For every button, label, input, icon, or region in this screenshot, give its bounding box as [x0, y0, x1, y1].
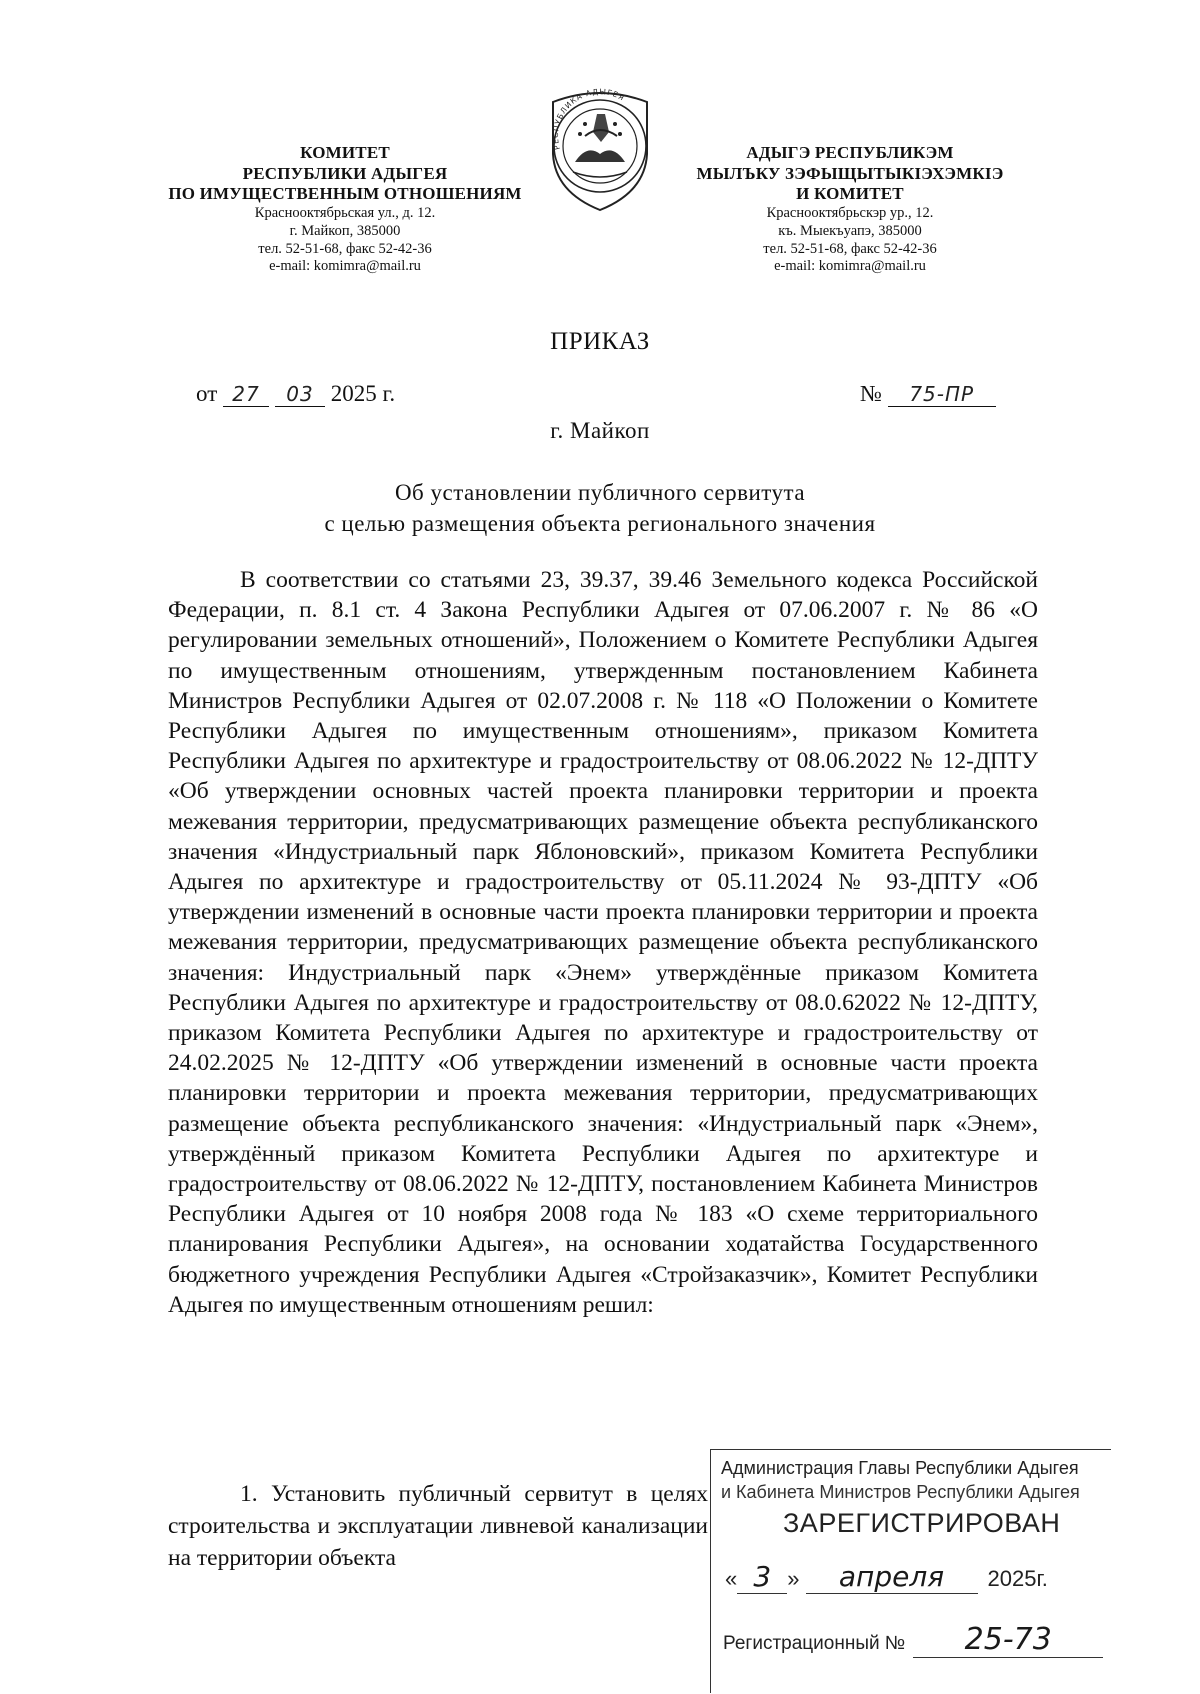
stamp-org-line1: Администрация Главы Республики Адыгея [721, 1458, 1079, 1478]
header-right-email: e-mail: komimra@mail.ru [774, 258, 926, 275]
stamp-year: 2025г. [987, 1566, 1048, 1591]
header-left-line3: ПО ИМУЩЕСТВЕННЫМ ОТНОШЕНИЯМ [168, 184, 522, 204]
number-prefix: № [860, 381, 882, 406]
header-right-phone: тел. 52-51-68, факс 52-42-36 [763, 240, 937, 257]
stamp-regno-label: Регистрационный № [723, 1633, 906, 1654]
date-prefix: от [196, 381, 218, 406]
header-left-line1: КОМИТЕТ [300, 143, 390, 162]
header-left-email: e-mail: komimra@mail.ru [269, 258, 421, 275]
emblem-icon [545, 84, 655, 212]
document-type: ПРИКАЗ [550, 328, 650, 355]
stamp-registered: ЗАРЕГИСТРИРОВАН [783, 1508, 1061, 1538]
stamp-quote-open: « [725, 1566, 738, 1591]
header-right-line3: И КОМИТЕТ [796, 184, 904, 204]
stamp-regno-handwritten: 25-73 [913, 1622, 1103, 1658]
svg-text:РЕСПУБЛИКА АДЫГЕЯ [551, 87, 627, 151]
header-left-line2: РЕСПУБЛИКИ АДЫГЕЯ [242, 163, 448, 183]
header-right-line2: МЫЛЪКУ ЗЭФЫЩЫТЫКIЭХЭМКIЭ [696, 163, 1004, 183]
header-left-address1: Краснооктябрьская ул., д. 12. [254, 205, 436, 222]
header-right-block [660, 143, 1040, 276]
header-right-address2: къ. Мыекъуапэ, 385000 [778, 222, 922, 239]
stamp-date [725, 1560, 1048, 1594]
header-left-block [150, 143, 540, 276]
body-paragraph: В соответствии со статьями 23, 39.37, 39.46 Земельного кодекса Российской Федерации, п. 8.1 ст. 4 Закона Республики Адыгея от 07.06.2007 г. № 86 «О регулировании земельных отношений», Положением о Комитете Республики Адыгея по имущественным отношениям, утвержденным постановлением Кабинета Министров Республики Адыгея от 02.07.2008 г. № 118 «О Положении о Комитете Республики Адыгея по имущественным отношениям», приказом Комитета Республики Адыгея по архитектуре и градостроительству от 08.06.2022 № 12-ДПТУ «Об утверждении основных частей проекта планировки территории и проекта межевания территории, предусматривающих размещение объекта республиканского значения «Индустриальный парк Яблоновский», приказом Комитета Республики Адыгея по архитектуре и градостроительству от 05.11.2024 № 93-ДПТУ «Об утверждении изменений в основные части проекта планировки территории и проекта межевания территории, предусматривающих размещение объекта республиканского значения: Индустриальный парк «Энем» утверждённые приказом Комитета Республики Адыгея по архитектуре и градостроительству от 08.0.62022 № 12-ДПТУ, приказом Комитета Республики Адыгея по архитектуре и градостроительству от 24.02.2025 № 12-ДПТУ «Об утверждении изменений в основные части проекта планировки территории и проекта межевания территории, предусматривающих размещение объекта республиканского значения: «Индустриальный парк «Энем», утверждённый приказом Комитета Республики Адыгея по архитектуре и градостроительству от 08.06.2022 № 12-ДПТУ, постановлением Кабинета Министров Республики Адыгея от 10 ноября 2008 года № 183 «О схеме территориального планирования Республики Адыгея», на основании ходатайства Государственного бюджетного учреждения Республики Адыгея «Стройзаказчик», Комитет Республики Адыгея по имущественным отношениям решил: [168, 567, 1038, 1318]
document-number [860, 381, 996, 407]
stamp-org-line2: и Кабинета Министров Республики Адыгея [721, 1482, 1080, 1502]
document-date [196, 381, 395, 407]
subject-line-2: с целью размещения объекта регионального значения [324, 511, 876, 536]
number-handwritten: 75-ПР [888, 382, 996, 407]
header-right-address1: Краснооктябрьскэр ур., 12. [766, 205, 934, 222]
subject-line-1: Об установлении публичного сервитута [394, 480, 806, 505]
stamp-quote-close: » [787, 1566, 800, 1591]
stamp-month-handwritten: апреля [806, 1560, 978, 1594]
stamp-regno [723, 1622, 1103, 1658]
date-month-handwritten: 03 [275, 382, 325, 407]
date-day-handwritten: 27 [223, 382, 269, 407]
document-city: г. Майкоп [550, 418, 650, 443]
registration-stamp [710, 1449, 1111, 1693]
header-left-address2: г. Майкоп, 385000 [289, 222, 401, 239]
header-left-phone: тел. 52-51-68, факс 52-42-36 [258, 240, 432, 257]
header-right-line1: АДЫГЭ РЕСПУБЛИКЭМ [746, 143, 954, 162]
date-year: 2025 г. [330, 381, 396, 406]
stamp-day-handwritten: 3 [737, 1560, 787, 1594]
list-item-1: 1. Установить публичный сервитут в целях строительства и эксплуатации ливневой канализации на территории объекта [168, 1481, 708, 1571]
emblem-ring-text: РЕСПУБЛИКА АДЫГЕЯ [550, 87, 627, 151]
